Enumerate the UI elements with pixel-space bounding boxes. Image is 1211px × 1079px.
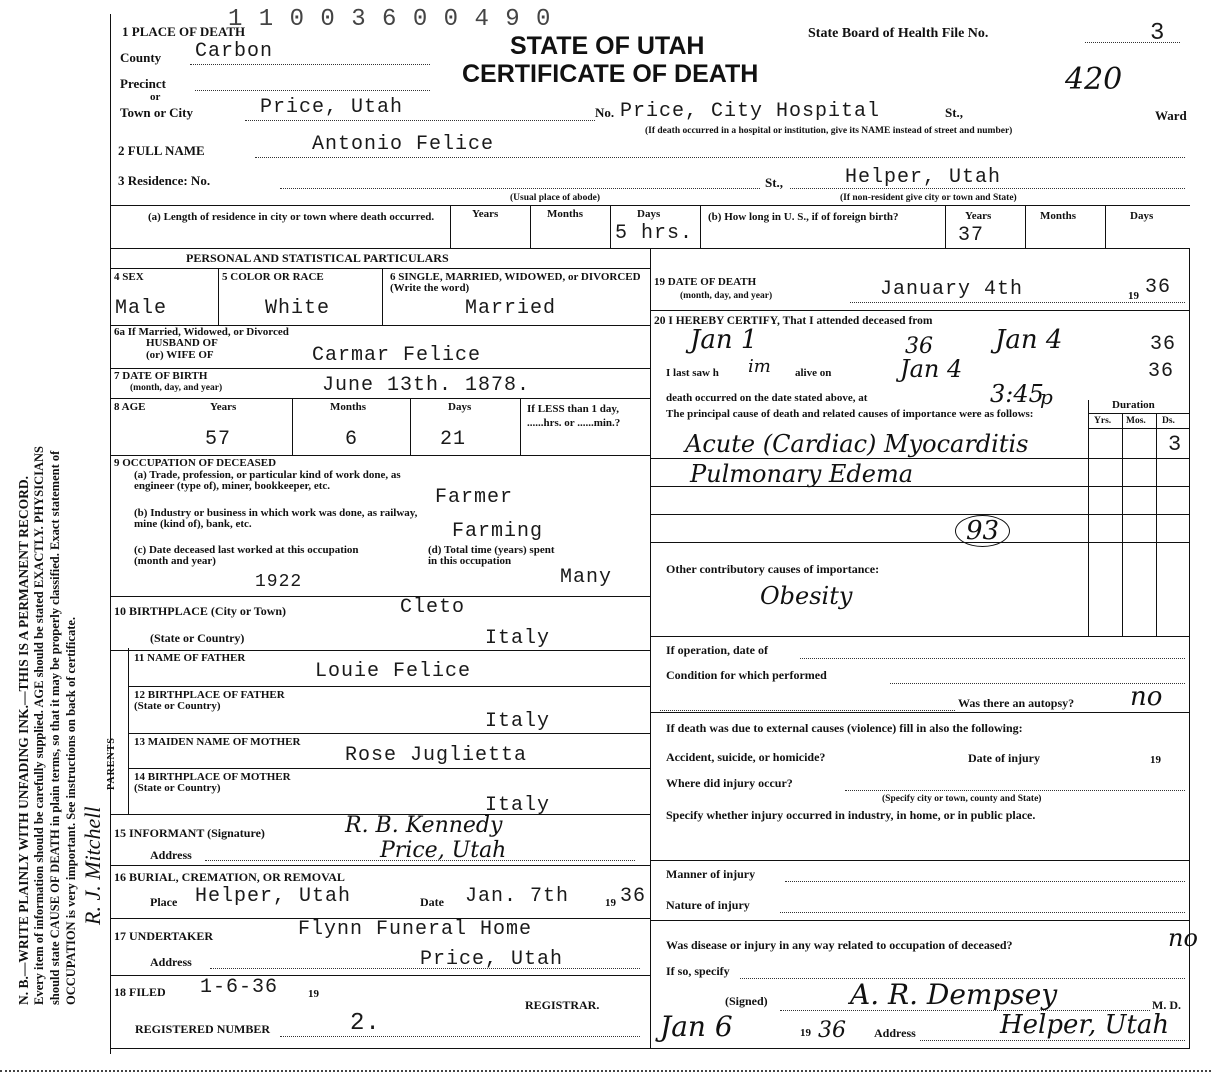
county-label: County <box>120 50 162 65</box>
injury-date-19: 19 <box>1150 754 1161 766</box>
occupation-c-label: (c) Date deceased last worked at this occupation (month and year) <box>134 544 359 567</box>
less-than-label: If LESS than 1 day, ......hrs. or ......min.? <box>527 403 621 429</box>
usual-abode-note: (Usual place of abode) <box>510 193 600 203</box>
burial-date-label: Date <box>420 895 444 909</box>
other-causes-label: Other contributory causes of importance: <box>666 562 880 576</box>
cause-line-2: Pulmonary Edema <box>690 460 914 488</box>
undertaker-value: Flynn Funeral Home <box>298 918 533 941</box>
external-causes-label: If death was due to external causes (violence) fill in also the following: <box>666 721 1023 735</box>
age-col-years: Years <box>210 401 237 413</box>
autopsy-label: Was there an autopsy? <box>958 696 1075 710</box>
dob-label: 7 DATE OF BIRTH <box>114 370 208 382</box>
ward-label: Ward <box>1155 108 1187 123</box>
rule <box>650 514 1190 515</box>
parents-label: PARENTS <box>106 737 117 790</box>
registrar-label: REGISTRAR. <box>525 998 600 1012</box>
center-divider <box>650 248 651 1048</box>
dob-value: June 13th. 1878. <box>322 374 531 397</box>
birthplace-label: 10 BIRTHPLACE (City or Town) <box>114 604 287 618</box>
death-time: 3:45 <box>990 380 1044 408</box>
cause-line-1: Acute (Cardiac) Myocarditis <box>685 430 1029 458</box>
rule <box>110 596 650 597</box>
rule <box>650 860 1190 861</box>
sex-label: 4 SEX <box>114 271 144 283</box>
rule <box>110 205 1190 206</box>
burial-place-label: Place <box>150 895 178 909</box>
color-label: 5 COLOR OR RACE <box>222 271 324 283</box>
rule <box>1088 428 1190 429</box>
signed-date: Jan 6 <box>660 1010 733 1043</box>
rule <box>450 205 451 248</box>
serial-number: 1 1 0 0 3 6 0 0 4 9 0 <box>228 6 552 33</box>
file-no: 3 <box>1150 20 1166 47</box>
age-label: 8 AGE <box>114 401 146 413</box>
rule <box>1105 205 1106 248</box>
rule <box>700 205 701 248</box>
certify-label: 20 I HEREBY CERTIFY, That I attended deceased from <box>654 315 933 327</box>
burial-year-prefix: 19 <box>605 897 616 909</box>
res-days-value: 5 hrs. <box>615 222 694 245</box>
attended-to: Jan 4 <box>995 325 1063 355</box>
occupation-b-value: Farming <box>452 520 544 543</box>
nonresident-note: (If non-resident give city or town and State) <box>840 193 1017 203</box>
age-months-value: 6 <box>345 428 359 451</box>
left-border <box>110 14 111 1054</box>
alive-on-value: Jan 4 <box>900 355 963 383</box>
physician-address: Helper, Utah <box>1000 1010 1170 1040</box>
injury-date-label: Date of injury <box>968 751 1040 765</box>
occupation-related-label: Was disease or injury in any way related to occupation of deceased? <box>666 938 1013 952</box>
autopsy-value: no <box>1130 682 1163 712</box>
spouse-value: Carmar Felice <box>312 344 482 367</box>
last-saw-label: I last saw h <box>666 367 719 379</box>
side-instruction-2: Every item of information should be carefully supplied. AGE should be stated EXACTLY. PHYSICIANS <box>32 446 46 1005</box>
registered-number-label: REGISTERED NUMBER <box>135 1022 271 1036</box>
rule <box>1025 205 1026 248</box>
place-of-death-label: 1 PLACE OF DEATH <box>122 24 246 39</box>
informant-signature: R. B. Kennedy <box>345 813 503 838</box>
dod-sub-label: (month, day, and year) <box>680 291 773 301</box>
attended-to-year: 36 <box>1150 333 1177 356</box>
margin-signature: R. J. Mitchell <box>80 806 105 925</box>
certificate-title: CERTIFICATE OF DEATH <box>462 60 759 88</box>
duration-label: Duration <box>1112 399 1155 411</box>
injury-where-label: Where did injury occur? <box>666 776 793 790</box>
marital-value: Married <box>465 297 557 320</box>
nature-label: Nature of injury <box>666 898 750 912</box>
undertaker-address: Price, Utah <box>420 948 564 971</box>
physician-address-label: Address <box>874 1026 916 1040</box>
injury-specify-label: Specify whether injury occurred in industry, in home, or in public place. <box>666 808 1036 822</box>
us-col-months: Months <box>1040 210 1077 222</box>
birth-state-label: (State or Country) <box>150 631 245 645</box>
file-no-label: State Board of Health File No. <box>808 26 989 41</box>
rule <box>110 975 650 976</box>
dur-col-ds: Ds. <box>1162 416 1175 426</box>
signed-label: (Signed) <box>725 994 768 1008</box>
rule <box>650 920 1190 921</box>
burial-label: 16 BURIAL, CREMATION, OR REMOVAL <box>114 870 345 884</box>
side-instruction-3: should state CAUSE OF DEATH in plain terms, so that it may be properly classified. Exact statement of <box>48 450 62 1005</box>
rule <box>1088 400 1089 636</box>
filed-label: 18 FILED <box>114 985 166 999</box>
undertaker-address-label: Address <box>150 955 192 969</box>
dod-year: 36 <box>1145 276 1172 299</box>
occupation-related-value: no <box>1168 924 1198 952</box>
town-label: Town or City <box>120 105 193 120</box>
physician-signature: A. R. Dempsey <box>850 978 1058 1011</box>
death-time-label: death occurred on the date stated above, at <box>666 392 868 404</box>
father-birthplace: Italy <box>485 710 551 733</box>
rule <box>650 542 1190 543</box>
dod-year-prefix: 19 <box>1128 290 1139 302</box>
dur-col-mos: Mos. <box>1126 416 1146 426</box>
age-years-value: 57 <box>205 428 232 451</box>
marital-label: 6 SINGLE, MARRIED, WIDOWED, or DIVORCED (Write the word) <box>390 271 641 294</box>
burial-date: Jan. 7th <box>465 885 570 908</box>
other-causes-value: Obesity <box>760 582 853 610</box>
occupation-d-value: Many <box>560 566 613 589</box>
rule <box>1156 413 1157 636</box>
state-title: STATE OF UTAH <box>510 32 705 60</box>
sex-value: Male <box>115 297 168 320</box>
us-years-value: 37 <box>958 224 985 247</box>
alive-on-label: alive on <box>795 367 832 379</box>
dod-value: January 4th <box>880 278 1024 301</box>
rule <box>1122 413 1123 636</box>
bottom-rule <box>110 1048 1190 1049</box>
dur-col-yrs: Yrs. <box>1094 416 1112 426</box>
rule <box>650 458 1190 459</box>
manner-label: Manner of injury <box>666 867 756 881</box>
rule <box>110 368 650 369</box>
signed-year-prefix: 19 <box>800 1027 811 1039</box>
burial-year: 36 <box>620 885 647 908</box>
occupation-c-value: 1922 <box>255 572 303 592</box>
if-so-label: If so, specify <box>666 964 730 978</box>
burial-place: Helper, Utah <box>195 885 352 908</box>
no-label: No. <box>595 105 615 120</box>
age-col-months: Months <box>330 401 367 413</box>
rule <box>218 268 219 325</box>
institution-note: (If death occurred in a hospital or institution, give its NAME instead of street and number) <box>645 126 1013 136</box>
spouse-label-1: 6a If Married, Widowed, or Divorced <box>114 326 289 338</box>
occupation-a-value: Farmer <box>435 486 514 509</box>
operation-label: If operation, date of <box>666 643 768 657</box>
father-birthplace-label: 12 BIRTHPLACE OF FATHER (State or Country) <box>134 689 285 712</box>
age-days-value: 21 <box>440 428 467 451</box>
last-saw-him: im <box>748 356 771 377</box>
rule <box>110 248 1190 249</box>
mother-label: 13 MAIDEN NAME OF MOTHER <box>134 736 301 748</box>
dod-label: 19 DATE OF DEATH <box>654 276 757 288</box>
institution-value: Price, City Hospital <box>620 100 881 123</box>
condition-label: Condition for which performed <box>666 668 827 682</box>
injury-where-note: (Specify city or town, county and State) <box>882 794 1042 804</box>
father-value: Louie Felice <box>315 660 472 683</box>
spouse-label-3: (or) WIFE OF <box>146 349 214 361</box>
rule <box>410 398 411 455</box>
signed-year: 36 <box>818 1018 846 1043</box>
filed-value: 1-6-36 <box>200 976 279 999</box>
undertaker-label: 17 UNDERTAKER <box>114 929 214 943</box>
rule <box>382 268 383 325</box>
attended-from: Jan 1 <box>690 325 758 355</box>
us-length-label: (b) How long in U. S., if of foreign birth? <box>708 211 899 223</box>
occupation-d-label: (d) Total time (years) spent in this occupation <box>428 544 555 567</box>
informant-address: Price, Utah <box>380 838 507 863</box>
father-label: 11 NAME OF FATHER <box>134 652 246 664</box>
residence-label: 3 Residence: No. <box>118 173 211 188</box>
mother-birthplace: Italy <box>485 794 551 817</box>
rule <box>610 205 611 248</box>
town-value: Price, Utah <box>260 96 404 119</box>
occupation-b-label: (b) Industry or business in which work was done, as railway, mine (kind of), bank, etc. <box>134 507 418 530</box>
md-label: M. D. <box>1152 998 1181 1012</box>
rule <box>110 398 650 399</box>
full-name-value: Antonio Felice <box>312 133 495 156</box>
res-col-months: Months <box>547 208 584 220</box>
res-col-days: Days <box>637 208 661 220</box>
accident-label: Accident, suicide, or homicide? <box>666 750 826 764</box>
birthplace-city: Cleto <box>400 596 466 619</box>
or-label: or <box>150 91 161 103</box>
rule <box>530 205 531 248</box>
rule <box>128 686 650 687</box>
residence-value: Helper, Utah <box>845 166 1002 189</box>
rule <box>292 398 293 455</box>
rule <box>520 398 521 455</box>
handwritten-number: 420 <box>1065 62 1123 97</box>
dob-sub-label: (month, day, and year) <box>130 383 223 393</box>
personal-header: PERSONAL AND STATISTICAL PARTICULARS <box>186 251 449 265</box>
rule <box>650 310 1190 311</box>
county-value: Carbon <box>195 40 274 63</box>
cause-label: The principal cause of death and related causes of importance were as follows: <box>666 408 1034 420</box>
birthplace-country: Italy <box>485 627 551 650</box>
rule <box>110 268 650 269</box>
side-instruction-1: N. B.—WRITE PLAINLY WITH UNFADING INK.—THIS IS A PERMANENT RECORD. <box>16 476 31 1005</box>
rule <box>110 865 650 866</box>
informant-address-label: Address <box>150 848 192 862</box>
attended-from-year: 36 <box>905 334 933 359</box>
death-time-m: p <box>1040 385 1053 409</box>
rule <box>945 205 946 248</box>
registered-number: 2. <box>350 1010 381 1037</box>
rule <box>1088 413 1190 414</box>
rule <box>650 712 1190 713</box>
bottom-edge <box>0 1070 1211 1072</box>
rule <box>650 636 1190 637</box>
full-name-label: 2 FULL NAME <box>118 143 205 158</box>
res-col-years: Years <box>472 208 499 220</box>
street-label: St., <box>945 105 964 120</box>
precinct-label: Precinct <box>120 76 166 91</box>
alive-year: 36 <box>1148 360 1175 383</box>
spouse-label-2: HUSBAND OF <box>146 337 218 349</box>
rule <box>110 650 650 651</box>
informant-label: 15 INFORMANT (Signature) <box>114 826 265 840</box>
rule <box>128 768 650 769</box>
occupation-a-label: (a) Trade, profession, or particular kind of work done, as engineer (type of), miner, bookkeeper, etc. <box>134 469 401 492</box>
us-col-years: Years <box>965 210 992 222</box>
rule <box>128 733 650 734</box>
length-residence-label: (a) Length of residence in city or town where death occurred. <box>148 211 435 223</box>
cause-code: 93 <box>955 515 1010 547</box>
mother-value: Rose Juglietta <box>345 744 528 767</box>
occupation-label: 9 OCCUPATION OF DECEASED <box>114 457 277 469</box>
us-col-days: Days <box>1130 210 1154 222</box>
rule <box>110 455 650 456</box>
residence-st-label: St., <box>765 175 784 190</box>
age-col-days: Days <box>448 401 472 413</box>
parents-divider <box>128 648 129 814</box>
color-value: White <box>265 297 331 320</box>
side-instruction-4: OCCUPATION is very important. See instructions on back of certificate. <box>64 616 78 1005</box>
mother-birthplace-label: 14 BIRTHPLACE OF MOTHER (State or Country) <box>134 771 291 794</box>
filed-19: 19 <box>308 988 319 1000</box>
cause-duration-days: 3 <box>1168 432 1183 457</box>
